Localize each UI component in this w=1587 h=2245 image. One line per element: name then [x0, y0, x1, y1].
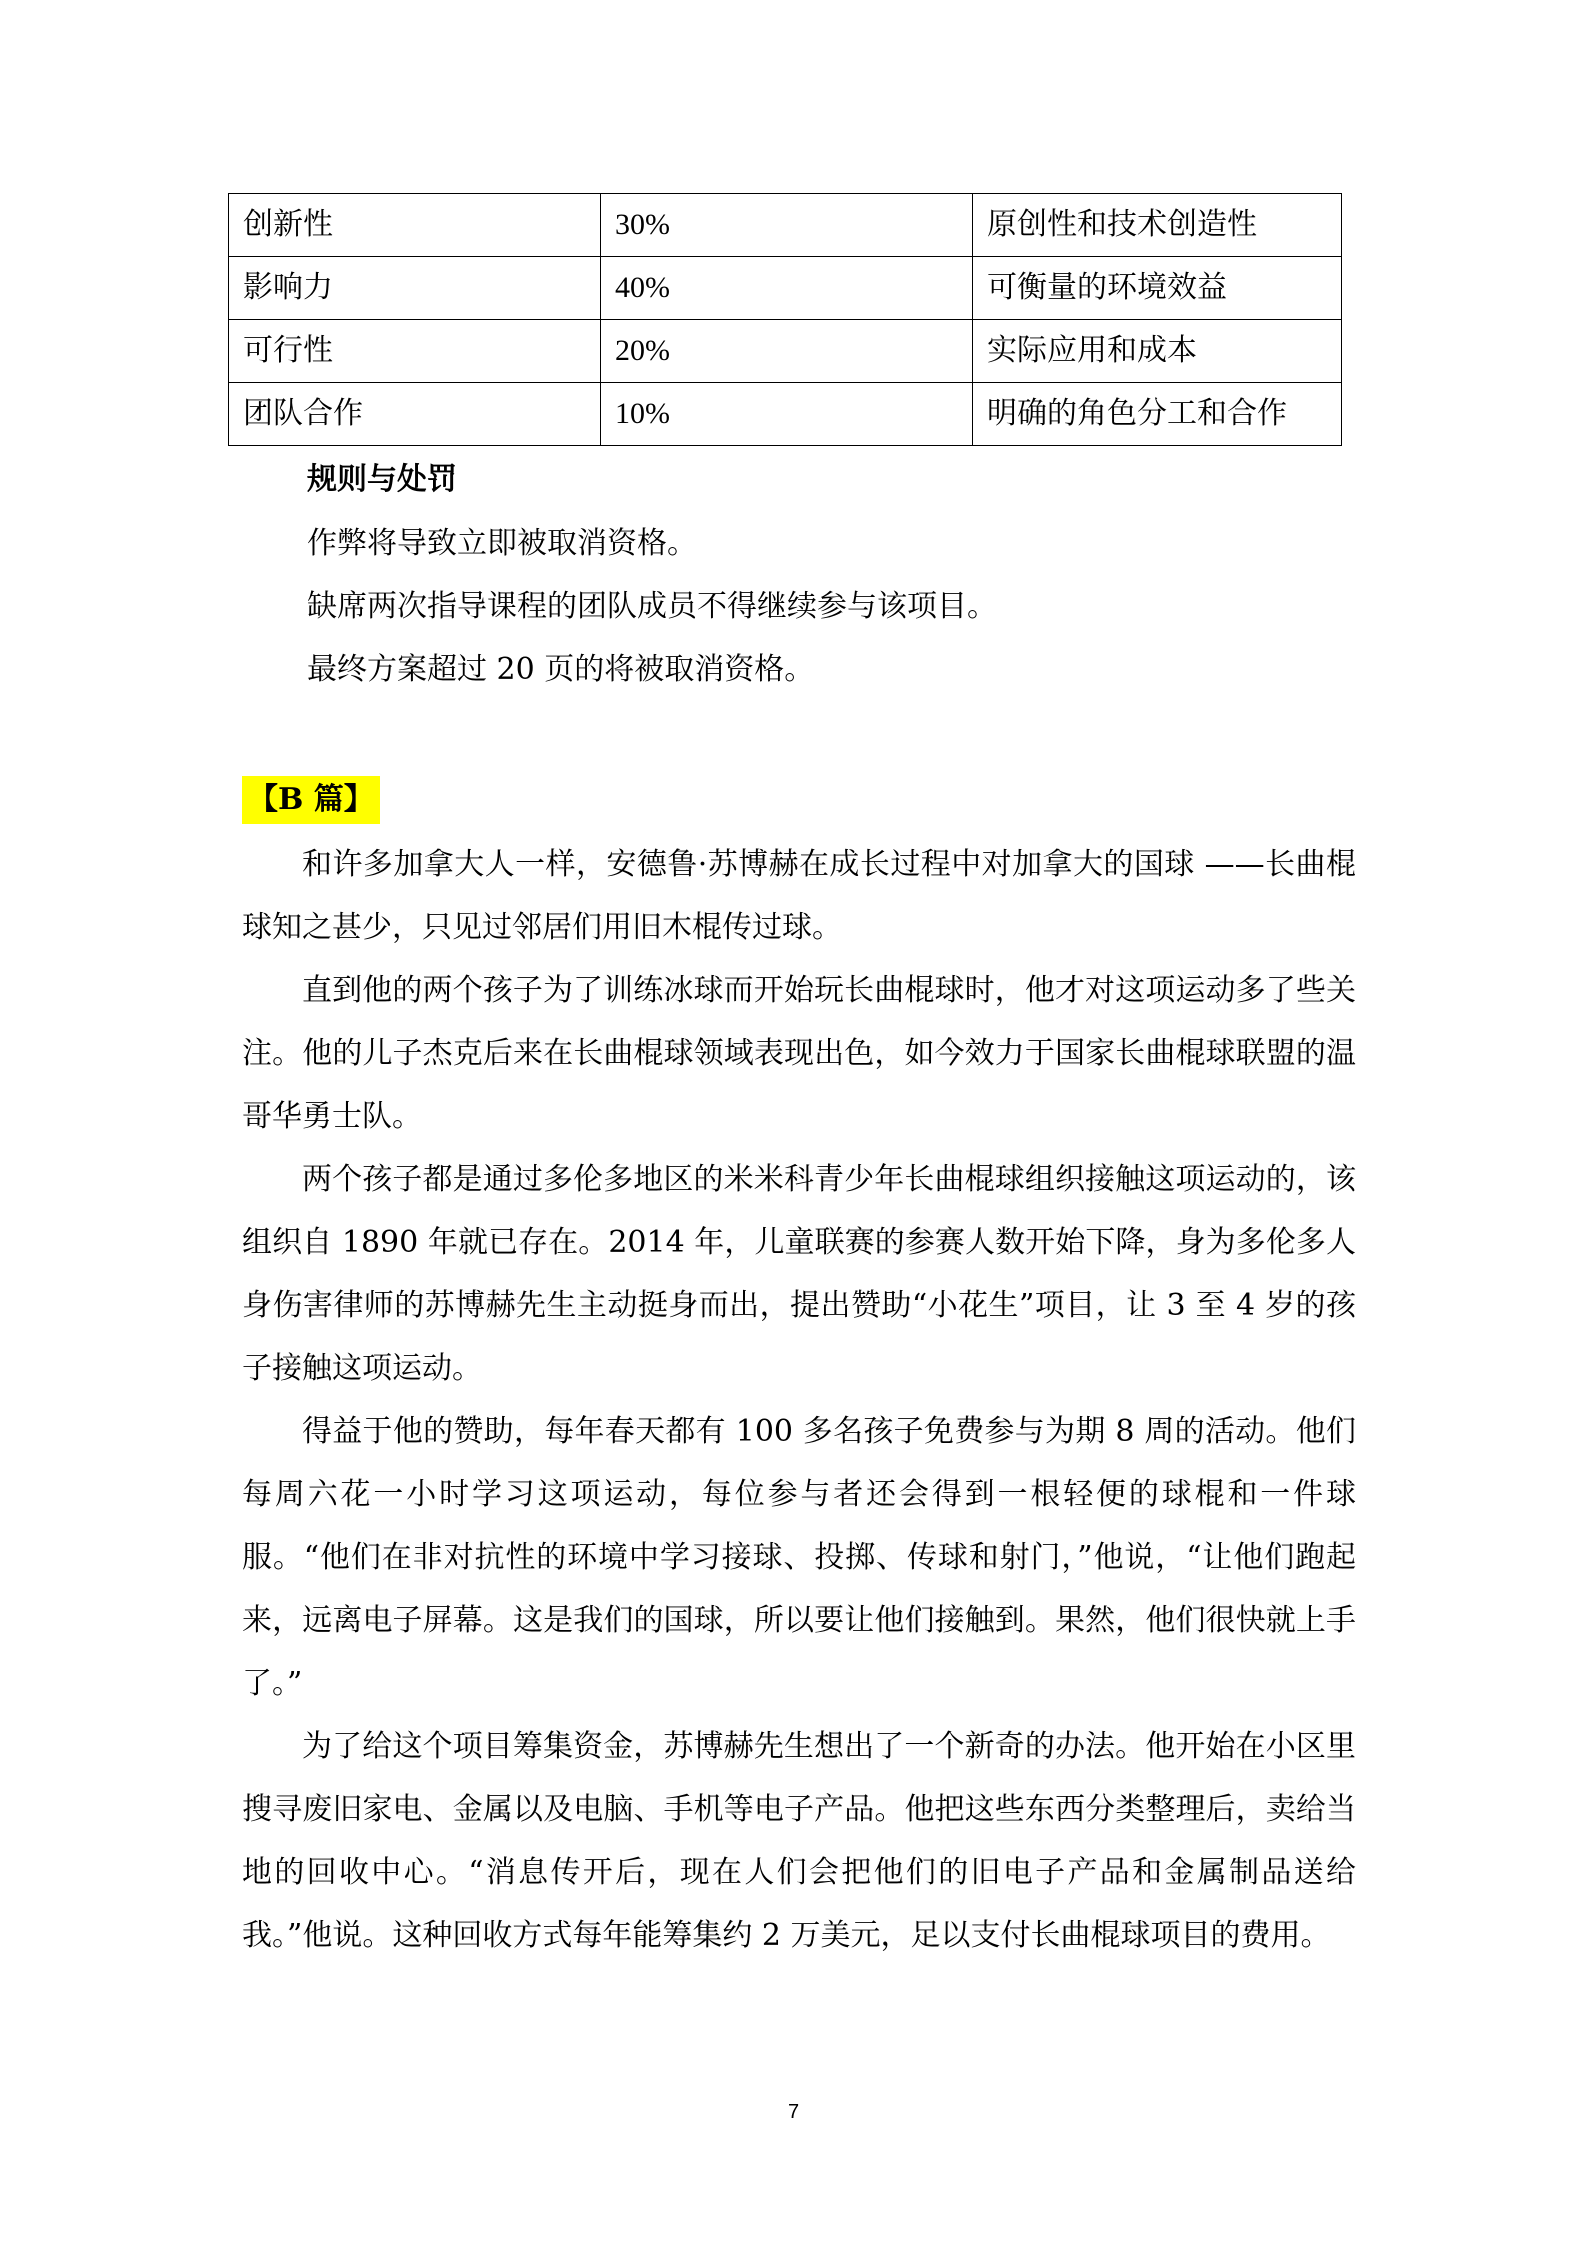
criteria-table — [228, 193, 1342, 446]
criterion-name: 团队合作 — [229, 383, 601, 446]
paragraph: 和许多加拿大人一样，安德鲁·苏博赫在成长过程中对加拿大的国球 ——长曲棍球知之甚少，只见过邻居们用旧木棍传过球。 — [242, 847, 1356, 945]
page-number: 7 — [787, 2101, 800, 2123]
criterion-description: 原创性和技术创造性 — [973, 194, 1342, 257]
criterion-name: 创新性 — [229, 194, 601, 257]
criterion-weight: 30% — [601, 194, 973, 257]
paragraph: 为了给这个项目筹集资金，苏博赫先生想出了一个新奇的办法。他开始在小区里搜寻废旧家电、金属以及电脑、手机等电子产品。他把这些东西分类整理后，卖给当地的回收中心。“消息传开后，现在人们会把他们的旧电子产品和金属制品送给我。”他说。这种回收方式每年能筹集约 2 万美元，足以支付长曲棍球项目的费用。 — [242, 1729, 1356, 1953]
section-title-part-b: 【B 篇】 — [242, 776, 380, 824]
paragraph: 得益于他的赞助，每年春天都有 100 多名孩子免费参与为期 8 周的活动。他们每周六花一小时学习这项运动，每位参与者还会得到一根轻便的球棍和一件球服。“他们在非对抗性的环境中学习接球、投掷、传球和射门，”他说，“让他们跑起来，远离电子屏幕。这是我们的国球，所以要让他们接触到。果然，他们很快就上手了。” — [242, 1414, 1356, 1701]
paragraph: 直到他的两个孩子为了训练冰球而开始玩长曲棍球时，他才对这项运动多了些关注。他的儿子杰克后来在长曲棍球领域表现出色，如今效力于国家长曲棍球联盟的温哥华勇士队。 — [242, 973, 1356, 1134]
rule-item: 缺席两次指导课程的团队成员不得继续参与该项目。 — [307, 589, 997, 624]
criterion-weight: 10% — [601, 383, 973, 446]
table-row — [229, 257, 1342, 320]
criterion-name: 可行性 — [229, 320, 601, 383]
table-row — [229, 194, 1342, 257]
criterion-name: 影响力 — [229, 257, 601, 320]
table-row — [229, 320, 1342, 383]
rules-heading: 规则与处罚 — [307, 462, 457, 497]
criterion-weight: 20% — [601, 320, 973, 383]
rule-item: 最终方案超过 20 页的将被取消资格。 — [307, 652, 815, 687]
criterion-description: 明确的角色分工和合作 — [973, 383, 1342, 446]
criterion-description: 可衡量的环境效益 — [973, 257, 1342, 320]
paragraph: 两个孩子都是通过多伦多地区的米米科青少年长曲棍球组织接触这项运动的，该组织自 1890 年就已存在。2014 年，儿童联赛的参赛人数开始下降，身为多伦多人身伤害律师的苏博赫先生主动挺身而出，提出赞助“小花生”项目，让 3 至 4 岁的孩子接触这项运动。 — [242, 1162, 1356, 1386]
criterion-description: 实际应用和成本 — [973, 320, 1342, 383]
rule-item: 作弊将导致立即被取消资格。 — [307, 526, 697, 561]
criterion-weight: 40% — [601, 257, 973, 320]
table-row — [229, 383, 1342, 446]
